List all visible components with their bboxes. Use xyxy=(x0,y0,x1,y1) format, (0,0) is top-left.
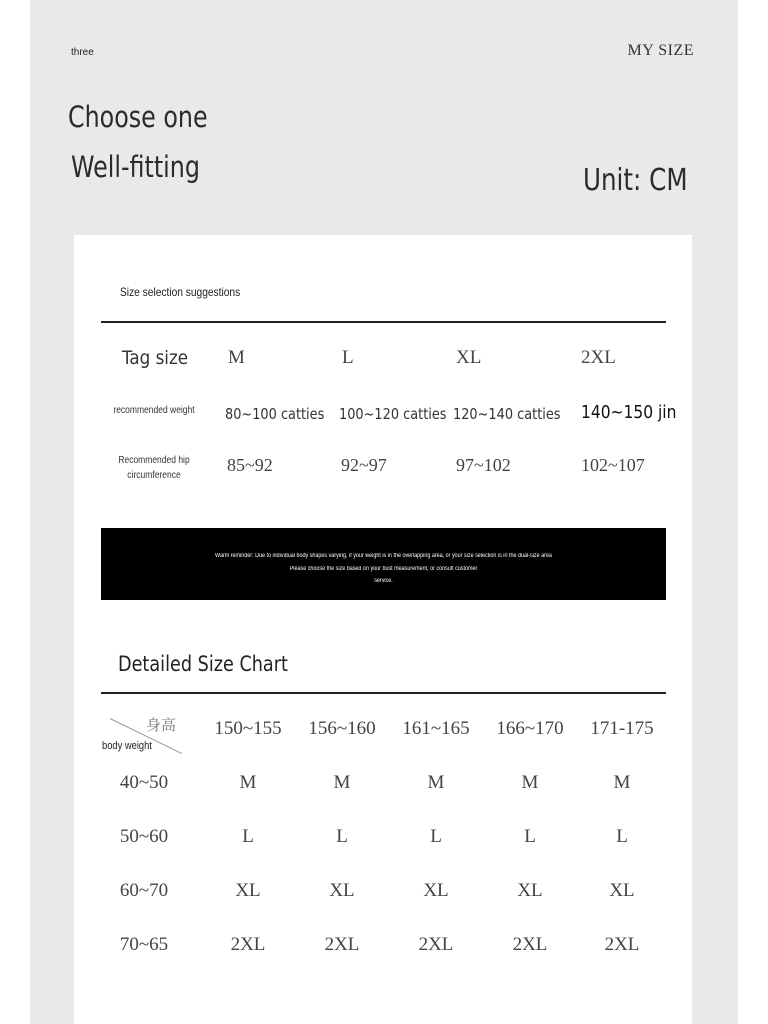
headline-line-2: Well-fitting xyxy=(71,150,200,184)
weight-value: 100~120 catties xyxy=(339,405,447,423)
height-header: 166~170 xyxy=(496,718,564,739)
hip-label-line-2: circumference xyxy=(127,470,181,481)
height-header: 156~160 xyxy=(308,718,376,739)
reminder-line-1: Warm reminder: Due to individual body shapes varying, if your weight is in the overlapping area, or your size selection is in the dual-size area xyxy=(215,553,552,559)
size-cell: 2XL xyxy=(512,934,548,955)
size-cell: XL xyxy=(235,880,261,901)
hip-label-line-1: Recommended hip xyxy=(118,455,190,466)
tag-size-value: L xyxy=(342,347,354,368)
recommended-weight-label: recommended weight xyxy=(113,405,195,416)
height-header: 161~165 xyxy=(402,718,470,739)
step-label: three xyxy=(71,47,94,58)
size-chart-title: Detailed Size Chart xyxy=(118,652,288,676)
hip-value: 85~92 xyxy=(227,455,273,475)
tag-size-label: Tag size xyxy=(121,347,189,369)
size-cell: L xyxy=(616,826,628,847)
headline-line-1: Choose one xyxy=(68,100,208,134)
height-header: 171-175 xyxy=(590,718,654,739)
weight-value: 140~150 jin xyxy=(581,402,677,423)
reminder-line-3: service. xyxy=(374,578,393,584)
hip-value: 102~107 xyxy=(581,455,645,475)
size-cell: L xyxy=(242,826,254,847)
size-cell: 2XL xyxy=(604,934,640,955)
corner-height-label: 身高 xyxy=(146,716,177,734)
unit-label: Unit: CM xyxy=(583,163,688,198)
weight-row-header: 40~50 xyxy=(119,772,169,793)
size-cell: 2XL xyxy=(230,934,266,955)
size-cell: 2XL xyxy=(418,934,454,955)
size-cell: M xyxy=(613,772,631,793)
tag-size-value: 2XL xyxy=(581,347,616,368)
size-cell: M xyxy=(239,772,257,793)
size-cell: M xyxy=(333,772,351,793)
weight-row-header: 70~65 xyxy=(119,934,169,955)
suggestions-title: Size selection suggestions xyxy=(120,285,241,299)
hip-value: 92~97 xyxy=(341,455,387,475)
divider xyxy=(101,321,666,323)
size-cell: L xyxy=(524,826,536,847)
weight-value: 80~100 catties xyxy=(225,405,325,423)
divider xyxy=(101,692,666,694)
weight-row-header: 60~70 xyxy=(119,880,169,901)
tag-size-value: XL xyxy=(456,347,482,368)
size-cell: XL xyxy=(423,880,449,901)
size-cell: XL xyxy=(517,880,543,901)
size-cell: L xyxy=(430,826,442,847)
weight-value: 120~140 catties xyxy=(453,405,561,423)
warm-reminder-banner xyxy=(101,528,666,600)
weight-row-header: 50~60 xyxy=(119,826,169,847)
corner-weight-label: body weight xyxy=(102,740,152,752)
size-cell: L xyxy=(336,826,348,847)
size-cell: XL xyxy=(329,880,355,901)
size-cell: M xyxy=(427,772,445,793)
size-cell: M xyxy=(521,772,539,793)
height-header: 150~155 xyxy=(214,718,282,739)
hip-value: 97~102 xyxy=(456,455,511,475)
recommended-hip-label xyxy=(108,453,200,483)
size-cell: 2XL xyxy=(324,934,360,955)
reminder-line-2: Please choose the size based on your bust measurement, or consult customer xyxy=(289,565,478,572)
size-cell: XL xyxy=(609,880,635,901)
tag-size-value: M xyxy=(228,347,245,368)
brand-label: MY SIZE xyxy=(627,42,694,59)
